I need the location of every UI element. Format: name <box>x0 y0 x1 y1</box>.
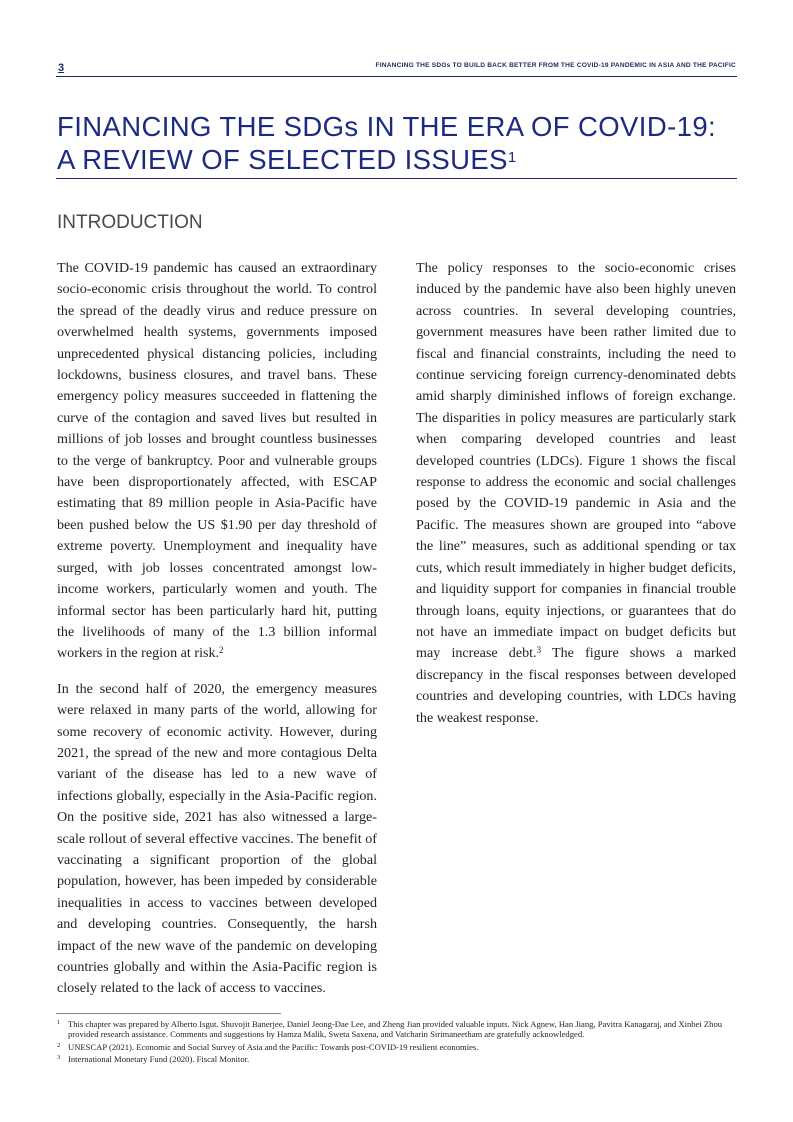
title-footnote-ref[interactable]: 1 <box>507 149 517 166</box>
chapter-title <box>57 110 747 176</box>
paragraph-3-text: The policy responses to the socio-economic crises induced by the pandemic have also been highly uneven across countries. In several developing countries, government measures have been rather limited due to fiscal and financial constraints, including the need to continue servicing foreign currency-denominated debts amid sharply diminished inflows of foreign exchange. The disparities in policy measures are particularly stark when comparing developed countries and least developed countries (LDCs). Figure 1 shows the fiscal response to address the economic and social challenges posed by the COVID-19 pandemic in Asia and the Pacific. The measures shown are grouped into “above the line” measures, such as additional spending or tax cuts, which result immediately in higher budget deficits, and liquidity support for companies in financial trouble through loans, equity injections, or guarantees that do not have an immediate impact on budget deficits but may increase debt. <box>416 260 736 662</box>
footnote-1-number: 1 <box>57 1019 61 1026</box>
footnote-ref-2[interactable]: 2 <box>219 645 224 656</box>
footnotes <box>57 1019 737 1066</box>
header-rule <box>56 76 737 77</box>
footnote-rule <box>56 1013 281 1014</box>
footnote-2-number: 2 <box>57 1041 61 1049</box>
footnote-2-text: UNESCAP (2021). Economic and Social Survey of Asia and the Pacific: Towards post-COVID-19 resilient economies. <box>68 1041 479 1052</box>
paragraph-3-text-end: The figure shows a marked discrepancy in the fiscal responses between developed countries and developing countries, with LDCs having the weakest response. <box>416 645 736 726</box>
page-number: 3 <box>58 62 65 74</box>
paragraph-3 <box>416 258 736 729</box>
paragraph-1-text: The COVID-19 pandemic has caused an extraordinary socio-economic crisis throughout the world. To control the spread of the deadly virus and reduce pressure on overwhelmed health systems, governments imposed unprecedented physical distancing policies, including lockdowns, business closures, and travel bans. These emergency policy measures succeeded in flattening the curve of the contagion and saved lives but resulted in millions of job losses and brought countless businesses to the verge of bankruptcy. Poor and vulnerable groups have been disproportionately affected, with ESCAP estimating that 89 million people in Asia-Pacific have been pushed below the US $1.90 per day threshold of extreme poverty. Unemployment and inequality have surged, with job losses concentrated amongst low-income workers, particularly women and youth. The informal sector has been particularly hard hit, putting the livelihoods of many of the 1.3 billion informal workers in the region at risk. <box>57 260 377 662</box>
footnote-1-text: This chapter was prepared by Alberto Isgut. Shuvojit Banerjee, Daniel Jeong-Dae Lee, and Zheng Jian provided valuable inputs. Nick Agnew, Han Jiang, Pavitra Kanagaraj, and Xinbei Zhou provided research assistance. Comments and suggestions by Hamza Malik, Sweta Saxena, and Vatcharin Sirimaneetham are gratefully acknowledged. <box>68 1019 723 1040</box>
chapter-title-line1: FINANCING THE SDGs IN THE ERA OF COVID-19: <box>57 111 717 142</box>
body-column-left <box>57 258 377 1014</box>
body-column-right <box>416 258 736 743</box>
footnote-ref-3[interactable]: 3 <box>536 645 542 656</box>
section-heading: INTRODUCTION <box>57 212 203 233</box>
footnote-2 <box>57 1042 737 1052</box>
paragraph-2 <box>57 679 377 1000</box>
footnote-1 <box>57 1019 737 1040</box>
chapter-title-line2: A REVIEW OF SELECTED ISSUES <box>57 144 508 175</box>
footnote-3-number: 3 <box>57 1053 61 1061</box>
paragraph-1 <box>57 258 377 665</box>
paragraph-2-text: In the second half of 2020, the emergency measures were relaxed in many parts of the world, allowing for some recovery of economic activity. However, during 2021, the spread of the new and more contagious Delta variant of the disease has led to a new wave of infections globally, especially in the Asia-Pacific region. On the positive side, 2021 has also witnessed a large-scale rollout of several effective vaccines. The benefit of vaccinating a significant proportion of the global population, however, has been impeded by considerable inequalities in access to vaccines between developed and developing countries. Consequently, the harsh impact of the new wave of the pandemic on developing countries globally and within the Asia-Pacific region is closely related to the lack of access to vaccines. <box>57 680 377 997</box>
footnote-3-text: International Monetary Fund (2020). Fiscal Monitor. <box>68 1053 250 1064</box>
footnote-3 <box>57 1054 737 1064</box>
title-rule <box>56 178 737 179</box>
running-header: FINANCING THE SDGs TO BUILD BACK BETTER FROM THE COVID-19 PANDEMIC IN ASIA AND THE PACIFIC <box>375 62 736 69</box>
